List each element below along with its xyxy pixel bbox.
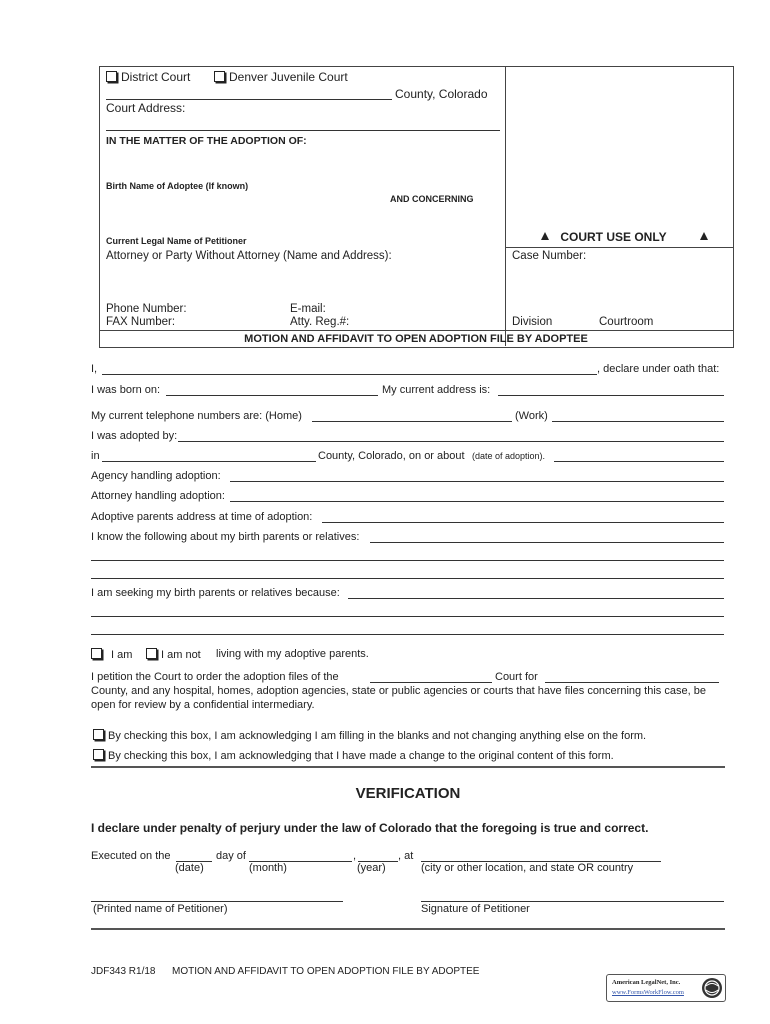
declare-oath-label: , declare under oath that: bbox=[597, 363, 720, 375]
phone-home-label: My current telephone numbers are: (Home) bbox=[91, 410, 302, 422]
adoption-county-field[interactable] bbox=[102, 461, 316, 462]
month-label: (month) bbox=[249, 862, 287, 874]
i-am-not-option[interactable]: I am not bbox=[146, 648, 201, 661]
seeking-because-line-2[interactable] bbox=[91, 616, 724, 617]
year-label: (year) bbox=[357, 862, 386, 874]
atty-reg-label: Atty. Reg.#: bbox=[290, 316, 350, 328]
county-field[interactable] bbox=[106, 99, 392, 100]
date-of-adoption-field[interactable] bbox=[554, 461, 724, 462]
adoptive-address-field[interactable] bbox=[322, 522, 724, 523]
court-address-field[interactable] bbox=[106, 130, 500, 131]
birth-name-label: Birth Name of Adoptee (If known) bbox=[106, 181, 249, 191]
in-prefix: in bbox=[91, 450, 100, 462]
footer-form-title: MOTION AND AFFIDAVIT TO OPEN ADOPTION FILE BY ADOPTEE bbox=[172, 966, 480, 977]
attorney-label: Attorney or Party Without Attorney (Name and Address): bbox=[106, 250, 392, 262]
logo-url: www.FormsWorkFlow.com bbox=[612, 989, 684, 996]
phone-home-field[interactable] bbox=[312, 421, 512, 422]
i-am-not-checkbox[interactable] bbox=[146, 648, 157, 659]
phone-work-field[interactable] bbox=[552, 421, 724, 422]
petition-line-1a: I petition the Court to order the adoption files of the bbox=[91, 671, 339, 683]
petition-line-1b: Court for bbox=[495, 671, 538, 683]
know-following-field[interactable] bbox=[370, 542, 724, 543]
adoptive-address-label: Adoptive parents address at time of adoption: bbox=[91, 511, 313, 523]
phone-number-label: Phone Number: bbox=[106, 303, 187, 315]
county-colorado-label: County, Colorado bbox=[395, 87, 488, 101]
county-on-about-label: County, Colorado, on or about bbox=[318, 450, 465, 462]
petition-line-2: County, and any hospital, homes, adoption agencies, state or public agencies or courts that have files concerning this case, be bbox=[91, 685, 706, 697]
logo-company: American LegalNet, Inc. bbox=[612, 979, 681, 986]
case-number-label: Case Number: bbox=[512, 250, 587, 262]
ack-no-change-option[interactable]: By checking this box, I am acknowledging I am filling in the blanks and not changing anything else on the form. bbox=[93, 729, 646, 742]
petition-court-field[interactable] bbox=[370, 682, 492, 683]
ack-change-option[interactable]: By checking this box, I am acknowledging that I have made a change to the original content of this form. bbox=[93, 749, 614, 762]
verification-heading: VERIFICATION bbox=[355, 785, 461, 802]
verification-divider bbox=[91, 928, 725, 930]
executed-on-label: Executed on the bbox=[91, 850, 171, 862]
seeking-because-line-3[interactable] bbox=[91, 634, 724, 635]
and-concerning-label: AND CONCERNING bbox=[390, 194, 474, 204]
petitioner-name-field[interactable] bbox=[102, 374, 597, 375]
adopted-by-label: I was adopted by: bbox=[91, 430, 178, 442]
district-court-option[interactable]: District Court bbox=[106, 70, 190, 84]
signature-label: Signature of Petitioner bbox=[421, 903, 530, 915]
email-label: E-mail: bbox=[290, 303, 326, 315]
attorney-handling-label: Attorney handling adoption: bbox=[91, 490, 225, 502]
district-court-checkbox[interactable] bbox=[106, 71, 117, 82]
attorney-handling-field[interactable] bbox=[230, 501, 724, 502]
comma-label: , bbox=[353, 850, 357, 862]
living-with-label: living with my adoptive parents. bbox=[216, 648, 369, 660]
fax-number-label: FAX Number: bbox=[106, 316, 176, 328]
at-label: , at bbox=[398, 850, 414, 862]
born-on-field[interactable] bbox=[166, 395, 378, 396]
signature-field[interactable] bbox=[421, 901, 724, 902]
phone-work-label: (Work) bbox=[515, 410, 548, 422]
date-label: (date) bbox=[175, 862, 204, 874]
caption-title-rule bbox=[99, 330, 733, 331]
petition-county-field[interactable] bbox=[545, 682, 719, 683]
seeking-because-field[interactable] bbox=[348, 598, 724, 599]
legalnet-logo bbox=[606, 974, 726, 1002]
petition-line-3: open for review by a confidential intermediary. bbox=[91, 699, 315, 711]
ack-no-change-checkbox[interactable] bbox=[93, 729, 104, 740]
matter-heading: IN THE MATTER OF THE ADOPTION OF: bbox=[106, 135, 307, 147]
caption-divider bbox=[505, 66, 506, 346]
caption-box bbox=[99, 66, 734, 348]
date-of-adoption-label: (date of adoption). bbox=[472, 451, 546, 461]
printed-name-field[interactable] bbox=[91, 901, 343, 902]
know-following-label: I know the following about my birth parents or relatives: bbox=[91, 531, 360, 543]
seeking-because-label: I am seeking my birth parents or relatives because: bbox=[91, 587, 340, 599]
agency-field[interactable] bbox=[230, 481, 724, 482]
know-following-line-2[interactable] bbox=[91, 560, 724, 561]
adopted-by-field[interactable] bbox=[178, 441, 724, 442]
courtroom-label: Courtroom bbox=[599, 316, 654, 328]
i-prefix: I, bbox=[91, 363, 98, 375]
know-following-line-3[interactable] bbox=[91, 578, 724, 579]
current-address-field[interactable] bbox=[498, 395, 724, 396]
location-label: (city or other location, and state OR country bbox=[421, 862, 634, 874]
form-title: MOTION AND AFFIDAVIT TO OPEN ADOPTION FILE BY ADOPTEE bbox=[244, 333, 588, 345]
globe-icon bbox=[701, 977, 723, 999]
section-divider bbox=[91, 766, 725, 768]
printed-name-label: (Printed name of Petitioner) bbox=[93, 903, 228, 915]
current-address-label: My current address is: bbox=[382, 384, 491, 396]
up-arrow-icon bbox=[700, 232, 708, 240]
born-on-label: I was born on: bbox=[91, 384, 161, 396]
caption-row-rule bbox=[505, 247, 733, 248]
current-legal-name-label: Current Legal Name of Petitioner bbox=[106, 236, 247, 246]
footer-form-id: JDF343 R1/18 bbox=[91, 966, 156, 977]
agency-label: Agency handling adoption: bbox=[91, 470, 221, 482]
day-of-label: day of bbox=[216, 850, 246, 862]
denver-juvenile-option[interactable]: Denver Juvenile Court bbox=[214, 70, 348, 84]
denver-juvenile-checkbox[interactable] bbox=[214, 71, 225, 82]
i-am-option[interactable]: I am bbox=[91, 648, 132, 661]
up-arrow-icon bbox=[541, 232, 549, 240]
court-address-label: Court Address: bbox=[106, 101, 186, 115]
ack-change-checkbox[interactable] bbox=[93, 749, 104, 760]
i-am-checkbox[interactable] bbox=[91, 648, 102, 659]
verification-declaration: I declare under penalty of perjury under the law of Colorado that the foregoing is true and correct. bbox=[91, 821, 649, 835]
court-use-only: COURT USE ONLY bbox=[541, 230, 708, 244]
division-label: Division bbox=[512, 316, 553, 328]
